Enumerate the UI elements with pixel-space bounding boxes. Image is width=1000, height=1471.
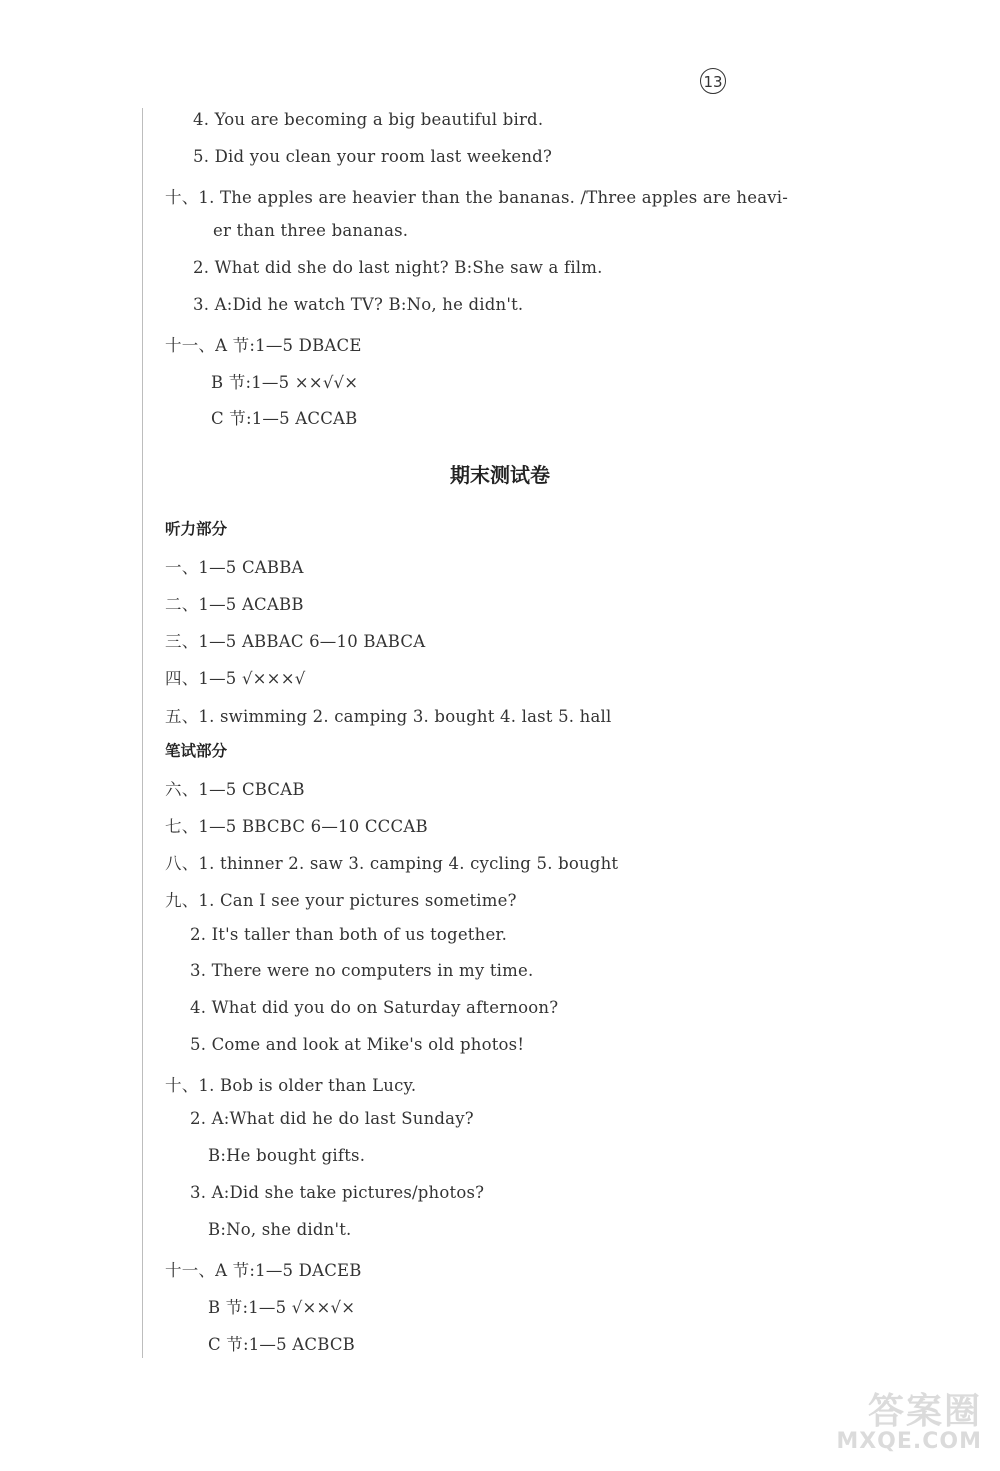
watermark-url: MXQE.COM	[836, 1429, 982, 1454]
answer-line: 5. Come and look at Mike's old photos!	[190, 1035, 525, 1054]
answer-line: 三、1—5 ABBAC 6—10 BABCA	[165, 632, 426, 651]
answer-line: 十、1. The apples are heavier than the bananas. /Three apples are heavi-	[165, 188, 789, 207]
section-heading-writing: 笔试部分	[165, 742, 228, 760]
answer-line: C 节:1—5 ACBCB	[208, 1335, 355, 1354]
page-title: 期末测试卷	[450, 463, 550, 487]
section-heading-listening: 听力部分	[165, 520, 228, 538]
answer-line: 2. It's taller than both of us together.	[190, 925, 508, 944]
answer-line: 3. A:Did he watch TV? B:No, he didn't.	[193, 295, 524, 314]
answer-line: er than three bananas.	[213, 221, 409, 240]
page-number: 13	[700, 68, 726, 94]
answer-line: 六、1—5 CBCAB	[165, 780, 305, 799]
answer-line: 2. What did she do last night? B:She saw a film.	[193, 258, 603, 277]
answer-line: 四、1—5 √×××√	[165, 669, 306, 688]
answer-line: 4. What did you do on Saturday afternoon?	[190, 998, 559, 1017]
answer-line: 5. Did you clean your room last weekend?	[193, 147, 552, 166]
watermark	[782, 1383, 982, 1463]
answer-line: 一、1—5 CABBA	[165, 558, 304, 577]
answer-line: 3. There were no computers in my time.	[190, 961, 534, 980]
answer-line: 4. You are becoming a big beautiful bird.	[193, 110, 544, 129]
answer-line: 二、1—5 ACABB	[165, 595, 304, 614]
answer-line: 八、1. thinner 2. saw 3. camping 4. cycling 5. bought	[165, 854, 619, 873]
answer-line: 2. A:What did he do last Sunday?	[190, 1109, 474, 1128]
watermark-logo: 答案圈	[867, 1391, 982, 1432]
answer-line: 五、1. swimming 2. camping 3. bought 4. last 5. hall	[165, 707, 612, 726]
answer-line: B 节:1—5 √××√×	[208, 1298, 356, 1317]
answer-line: 十一、A 节:1—5 DACEB	[165, 1261, 362, 1280]
answer-line: 九、1. Can I see your pictures sometime?	[165, 891, 517, 910]
answer-line: B 节:1—5 ××√√×	[211, 373, 359, 392]
answer-line: 七、1—5 BBCBC 6—10 CCCAB	[165, 817, 428, 836]
answer-line: 十一、A 节:1—5 DBACE	[165, 336, 362, 355]
answer-line: 3. A:Did she take pictures/photos?	[190, 1183, 485, 1202]
answer-line: B:No, she didn't.	[208, 1220, 352, 1239]
answer-line: 十、1. Bob is older than Lucy.	[165, 1076, 417, 1095]
answer-line: B:He bought gifts.	[208, 1146, 366, 1165]
margin-rule	[142, 108, 143, 1358]
answer-line: C 节:1—5 ACCAB	[211, 409, 358, 428]
